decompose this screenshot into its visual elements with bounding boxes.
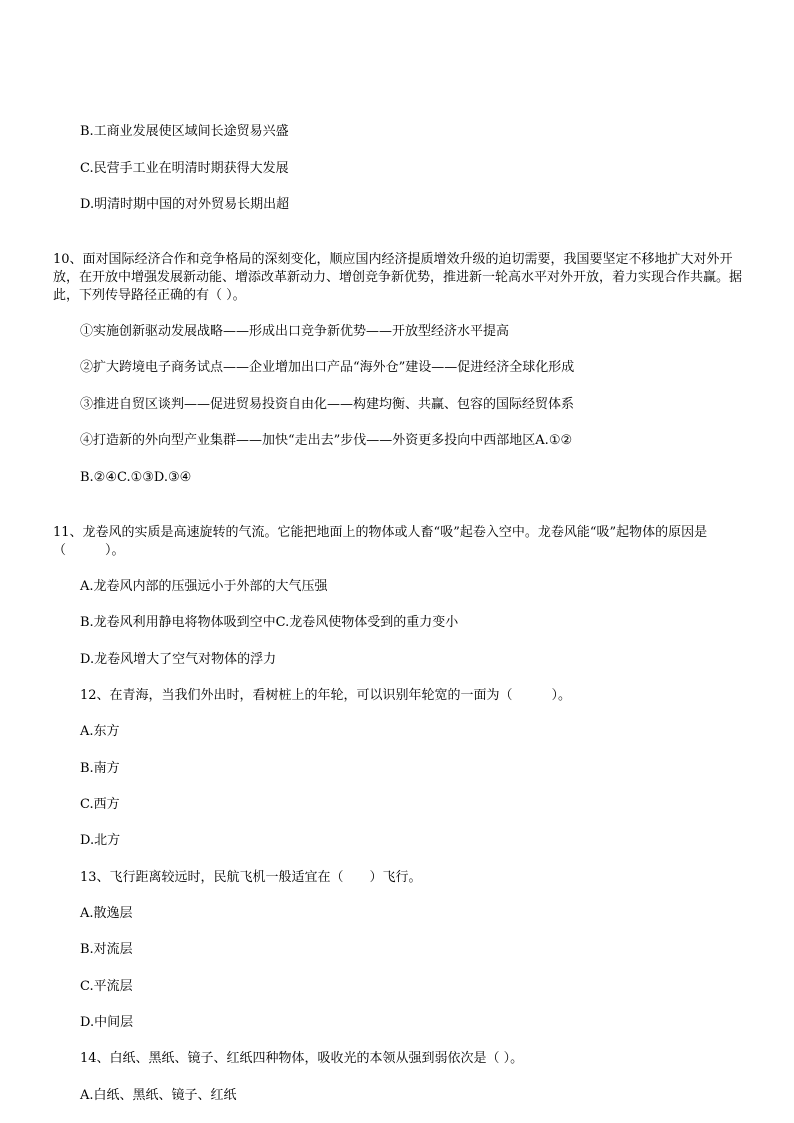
q13-option-c: C.平流层 — [80, 979, 133, 994]
q10-stem: 10、面对国际经济合作和竞争格局的深刻变化，顺应国内经济提质增效升级的迫切需要，我国要坚定不移地扩大对外开放，在开放中增强发展新动能、增添改革新动力、增创竞争新优势，推进新一轮高水平对外开放，着力实现合作共赢。据此，下列传导路径正确的有（ ）。 — [53, 252, 743, 303]
q12-option-c: C.西方 — [80, 797, 120, 812]
q10-item-4: ④打造新的外向型产业集群——加快“走出去”步伐——外资更多投向中西部地区A.①② — [80, 433, 573, 448]
q10-item-1: ①实施创新驱动发展战略——形成出口竞争新优势——开放型经济水平提高 — [80, 324, 510, 339]
q11-option-a: A.龙卷风内部的压强远小于外部的大气压强 — [80, 579, 328, 594]
q10-options: B.②④C.①③D.③④ — [80, 470, 192, 485]
q14-option-a: A.白纸、黑纸、镜子、红纸 — [80, 1088, 237, 1103]
q13-option-d: D.中间层 — [80, 1015, 134, 1030]
q9-option-c: C.民营手工业在明清时期获得大发展 — [80, 161, 289, 176]
q13-stem: 13、飞行距离较远时，民航飞机一般适宜在（ ）飞行。 — [80, 870, 422, 885]
q13-option-a: A.散逸层 — [80, 906, 133, 921]
q11-stem: 11、龙卷风的实质是高速旋转的气流。它能把地面上的物体或人畜“吸”起卷入空中。龙卷风能“吸”起物体的原因是（ ）。 — [53, 525, 708, 558]
q9-option-d: D.明清时期中国的对外贸易长期出超 — [80, 197, 290, 212]
q9-option-b: B.工商业发展使区域间长途贸易兴盛 — [80, 124, 289, 139]
q13-option-b: B.对流层 — [80, 942, 133, 957]
q11-option-d: D.龙卷风增大了空气对物体的浮力 — [80, 652, 277, 667]
q12-option-b: B.南方 — [80, 761, 120, 776]
q12-stem: 12、在青海，当我们外出时，看树桩上的年轮，可以识别年轮宽的一面为（ ）。 — [80, 688, 572, 703]
q12-option-d: D.北方 — [80, 833, 121, 848]
q11-option-bc: B.龙卷风利用静电将物体吸到空中C.龙卷风使物体受到的重力变小 — [80, 615, 459, 630]
q12-option-a: A.东方 — [80, 724, 120, 739]
q10-item-2: ②扩大跨境电子商务试点——企业增加出口产品“海外仓”建设——促进经济全球化形成 — [80, 360, 575, 375]
q14-stem: 14、白纸、黑纸、镜子、红纸四种物体，吸收光的本领从强到弱依次是（ ）。 — [80, 1051, 524, 1066]
q10-item-3: ③推进自贸区谈判——促进贸易投资自由化——构建均衡、共赢、包容的国际经贸体系 — [80, 397, 575, 412]
